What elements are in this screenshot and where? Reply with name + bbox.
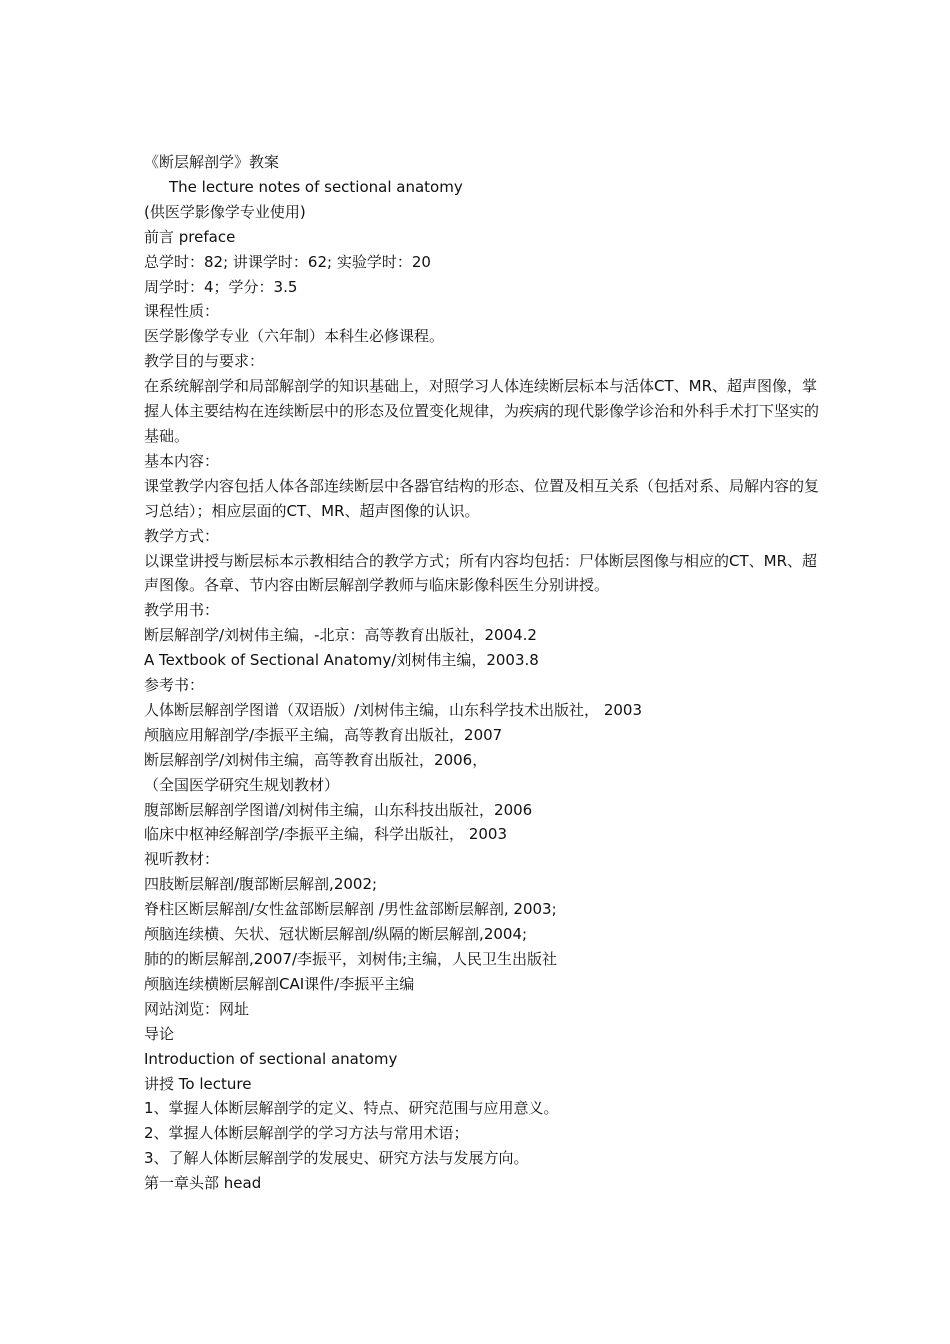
av-material-item: 肺的的断层解剖,2007/李振平，刘树伟;主编，人民卫生出版社: [144, 950, 558, 968]
textbook-item: A Textbook of Sectional Anatomy/刘树伟主编，2003.8: [144, 651, 539, 670]
objectives-text: 在系统解剖学和局部解剖学的知识基础上，对照学习人体连续断层标本与活体CT、MR、超声图像，掌握人体主要结构在连续断层中的形态及位置变化规律，为疾病的现代影像学诊治和外科手术打下坚实的基础。: [144, 377, 820, 445]
reference-item: （全国医学研究生规划教材）: [144, 775, 340, 794]
basic-content-text: 课堂教学内容包括人体各部连续断层中各器官结构的形态、位置及相互关系（包括对系、局解内容的复习总结）；相应层面的CT、MR、超声图像的认识。: [144, 476, 820, 520]
lecture-label: 讲授 To lecture: [144, 1074, 252, 1093]
reference-item: 颅脑应用解剖学/李振平主编，高等教育出版社，2007: [144, 725, 503, 744]
label-av-materials: 视听教材：: [144, 850, 220, 869]
document-body: [144, 150, 824, 1196]
introduction-english: Introduction of sectional anatomy: [144, 1049, 398, 1068]
reference-item: 临床中枢神经解剖学/李振平主编，科学出版社， 2003: [144, 825, 507, 844]
label-references: 参考书：: [144, 676, 205, 695]
teaching-method-text: 以课堂讲授与断层标本示教相结合的教学方式；所有内容均包括：尸体断层图像与相应的CT、MR、超声图像。各章、节内容由断层解剖学教师与临床影像科医生分别讲授。: [144, 551, 818, 595]
section-heading-preface: 前言 preface: [144, 227, 236, 246]
label-basic-content: 基本内容：: [144, 451, 220, 470]
usage-note: (供医学影像学专业使用): [144, 202, 306, 221]
label-objectives: 教学目的与要求：: [144, 352, 265, 371]
lecture-objective-item: 3、了解人体断层解剖学的发展史、研究方法与发展方向。: [144, 1149, 529, 1168]
label-teaching-method: 教学方式：: [144, 526, 220, 545]
reference-item: 断层解剖学/刘树伟主编，高等教育出版社，2006，: [144, 750, 488, 769]
hours-total: 总学时：82; 讲课学时：62; 实验学时：20: [144, 252, 431, 271]
english-title: The lecture notes of sectional anatomy: [169, 177, 463, 196]
reference-item: 人体断层解剖学图谱（双语版）/刘树伟主编，山东科学技术出版社， 2003: [144, 700, 642, 719]
chapter-heading: 第一章头部 head: [144, 1174, 262, 1193]
document-title: 《断层解剖学》教案: [144, 153, 280, 171]
textbook-item: 断层解剖学/刘树伟主编，-北京：高等教育出版社，2004.2: [144, 626, 537, 645]
course-nature-text: 医学影像学专业（六年制）本科生必修课程。: [144, 327, 445, 346]
lecture-objective-item: 1、掌握人体断层解剖学的定义、特点、研究范围与应用意义。: [144, 1099, 559, 1118]
av-material-item: 脊柱区断层解剖/女性盆部断层解剖 /男性盆部断层解剖, 2003;: [144, 900, 557, 919]
av-material-item: 颅脑连续横、矢状、冠状断层解剖/纵隔的断层解剖,2004;: [144, 925, 528, 944]
av-material-item: 颅脑连续横断层解剖CAI课件/李振平主编: [144, 974, 415, 993]
label-course-nature: 课程性质：: [144, 302, 220, 321]
lecture-objective-item: 2、掌握人体断层解剖学的学习方法与常用术语；: [144, 1124, 469, 1143]
website-browse: 网站浏览：网址: [144, 999, 250, 1018]
av-material-item: 四肢断层解剖/腹部断层解剖,2002;: [144, 875, 378, 894]
label-textbooks: 教学用书：: [144, 601, 220, 620]
reference-item: 腹部断层解剖学图谱/刘树伟主编，山东科技出版社，2006: [144, 800, 533, 819]
hours-weekly: 周学时：4；学分：3.5: [144, 277, 298, 296]
section-heading-introduction: 导论: [144, 1024, 175, 1043]
